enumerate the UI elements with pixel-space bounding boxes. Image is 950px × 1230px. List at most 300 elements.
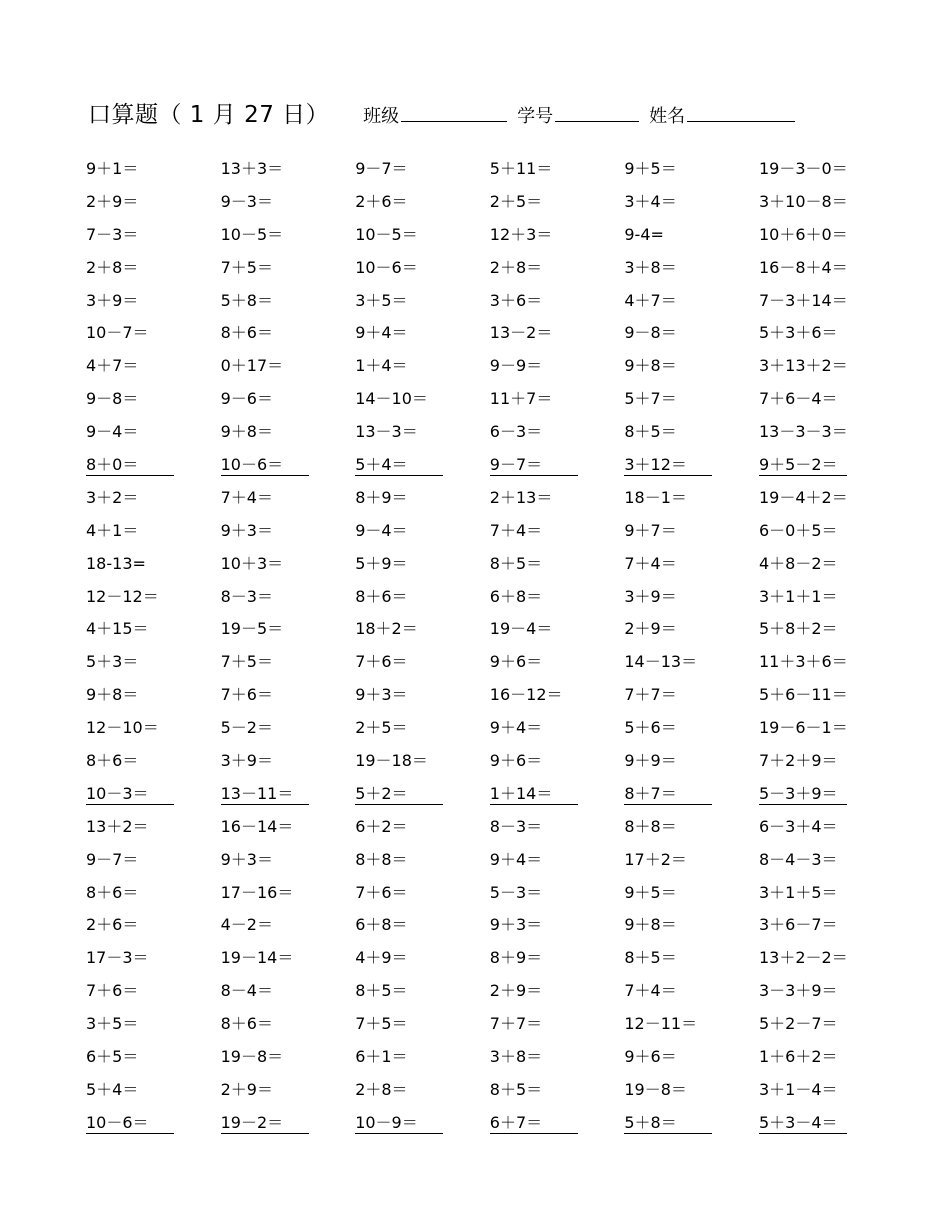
problem-text: 19－8＝ bbox=[220, 1047, 284, 1067]
problem-text: 3＋9＝ bbox=[624, 586, 677, 606]
problem-cell bbox=[490, 449, 625, 482]
problem-text: 9－6＝ bbox=[220, 389, 273, 409]
class-field bbox=[363, 102, 507, 128]
problem-text: 4＋1＝ bbox=[86, 520, 139, 540]
problem-cell bbox=[355, 778, 490, 811]
problem-cell bbox=[355, 811, 490, 844]
problem-text: 12－12＝ bbox=[86, 586, 159, 606]
problem-cell bbox=[490, 1041, 625, 1074]
problem-cell bbox=[221, 877, 356, 910]
problem-text: 7＋6＝ bbox=[220, 685, 273, 705]
problem-text: 7＋7＝ bbox=[489, 1014, 543, 1034]
problem-cell bbox=[221, 153, 356, 186]
problem-cell bbox=[355, 975, 490, 1008]
problem-cell bbox=[355, 745, 490, 778]
problem-text: 3＋8＝ bbox=[624, 257, 677, 277]
problem-cell bbox=[355, 712, 490, 745]
problem-cell bbox=[624, 613, 759, 646]
problem-text: 11＋7＝ bbox=[489, 389, 553, 409]
problem-cell bbox=[86, 1041, 221, 1074]
problem-text: 4－2＝ bbox=[220, 915, 273, 935]
problem-cell bbox=[490, 581, 625, 614]
problem-cell bbox=[86, 219, 221, 252]
problem-cell bbox=[355, 679, 490, 712]
problem-text: 6＋8＝ bbox=[489, 586, 543, 606]
problem-cell bbox=[221, 613, 356, 646]
problem-text: 13－3＝ bbox=[355, 422, 418, 442]
problem-cell bbox=[221, 975, 356, 1008]
problem-cell bbox=[86, 613, 221, 646]
problem-cell bbox=[490, 548, 625, 581]
problem-text: 6＋2＝ bbox=[355, 816, 408, 836]
problem-text: 3＋9＝ bbox=[220, 751, 273, 771]
problem-cell bbox=[759, 581, 894, 614]
problem-text: 10－6＝ bbox=[221, 456, 309, 476]
problem-cell bbox=[759, 153, 894, 186]
problem-cell bbox=[355, 646, 490, 679]
problem-cell bbox=[624, 712, 759, 745]
problem-text: 3＋8＝ bbox=[489, 1047, 543, 1067]
problem-cell bbox=[86, 482, 221, 515]
problem-text: 3＋1＋5＝ bbox=[758, 882, 838, 902]
problem-text: 2＋9＝ bbox=[489, 981, 543, 1001]
problem-cell bbox=[355, 1008, 490, 1041]
problem-cell bbox=[86, 317, 221, 350]
problem-cell bbox=[624, 383, 759, 416]
problem-cell bbox=[759, 1107, 894, 1140]
problem-cell bbox=[86, 350, 221, 383]
problem-cell bbox=[624, 877, 759, 910]
problem-text: 0＋17＝ bbox=[220, 356, 284, 376]
problem-text: 9＋9＝ bbox=[624, 751, 677, 771]
problem-cell bbox=[221, 1008, 356, 1041]
problem-text: 9＋7＝ bbox=[624, 520, 677, 540]
problem-text: 4＋7＝ bbox=[624, 290, 677, 310]
problem-text: 7＋6－4＝ bbox=[758, 389, 838, 409]
problem-cell bbox=[86, 252, 221, 285]
problem-cell bbox=[355, 877, 490, 910]
problem-text: 19－5＝ bbox=[220, 619, 284, 639]
problem-text: 1＋14＝ bbox=[490, 785, 578, 805]
problem-text: 17－3＝ bbox=[86, 948, 149, 968]
problem-cell bbox=[490, 317, 625, 350]
problem-cell bbox=[221, 252, 356, 285]
problem-text: 7＋5＝ bbox=[220, 257, 273, 277]
problem-cell bbox=[624, 252, 759, 285]
problem-text: 9＋6＝ bbox=[624, 1047, 677, 1067]
problem-cell bbox=[624, 416, 759, 449]
problem-cell bbox=[86, 153, 221, 186]
problem-text: 8＋6＝ bbox=[86, 882, 139, 902]
problem-text: 10－6＝ bbox=[86, 1114, 174, 1134]
problem-cell bbox=[355, 1074, 490, 1107]
problem-cell bbox=[221, 1107, 356, 1140]
problem-text: 3＋9＝ bbox=[86, 290, 139, 310]
problem-cell bbox=[86, 1107, 221, 1140]
problem-cell bbox=[355, 252, 490, 285]
problem-cell bbox=[759, 909, 894, 942]
problem-cell bbox=[355, 350, 490, 383]
problem-text: 6＋5＝ bbox=[86, 1047, 139, 1067]
problem-text: 7＋6＝ bbox=[355, 652, 408, 672]
problem-cell bbox=[624, 646, 759, 679]
problem-text: 2＋9＝ bbox=[220, 1079, 273, 1099]
problem-cell bbox=[624, 1074, 759, 1107]
problem-text: 6－3＝ bbox=[489, 422, 543, 442]
problem-text: 7－3＝ bbox=[86, 224, 139, 244]
problem-cell bbox=[490, 482, 625, 515]
problem-text: 8＋9＝ bbox=[355, 487, 408, 507]
problem-text: 18＋2＝ bbox=[355, 619, 418, 639]
problem-cell bbox=[86, 449, 221, 482]
problem-text: 6－0＋5＝ bbox=[758, 520, 838, 540]
problem-cell bbox=[355, 1107, 490, 1140]
problem-cell bbox=[624, 811, 759, 844]
problem-cell bbox=[490, 909, 625, 942]
problem-text: 8＋5＝ bbox=[624, 948, 677, 968]
problem-text: 5＋8＝ bbox=[624, 1114, 712, 1134]
problem-cell bbox=[86, 877, 221, 910]
problem-text: 9＋8＝ bbox=[86, 685, 139, 705]
problem-text: 3＋5＝ bbox=[355, 290, 408, 310]
problem-cell bbox=[490, 252, 625, 285]
problem-cell bbox=[86, 811, 221, 844]
problem-text: 2＋6＝ bbox=[355, 191, 408, 211]
problem-cell bbox=[759, 975, 894, 1008]
problem-cell bbox=[759, 646, 894, 679]
problem-text: 5＋9＝ bbox=[355, 553, 408, 573]
problem-text: 13－2＝ bbox=[489, 323, 553, 343]
problem-text: 10－9＝ bbox=[355, 1114, 443, 1134]
problem-cell bbox=[221, 548, 356, 581]
problem-text: 8＋6＝ bbox=[220, 323, 273, 343]
problem-text: 5－2＝ bbox=[220, 718, 273, 738]
problem-cell bbox=[624, 449, 759, 482]
problem-cell bbox=[624, 548, 759, 581]
problem-text: 8＋5＝ bbox=[624, 422, 677, 442]
problem-text: 3＋4＝ bbox=[624, 191, 677, 211]
problem-cell bbox=[759, 482, 894, 515]
problem-text: 13＋2－2＝ bbox=[758, 948, 848, 968]
problem-cell bbox=[490, 844, 625, 877]
problem-text: 2＋5＝ bbox=[355, 718, 408, 738]
problem-cell bbox=[624, 219, 759, 252]
problem-cell bbox=[221, 679, 356, 712]
problem-text: 9＋5－2＝ bbox=[759, 456, 847, 476]
problem-text: 5＋6－11＝ bbox=[758, 685, 848, 705]
problem-text: 5＋4＝ bbox=[86, 1079, 139, 1099]
problem-cell bbox=[355, 942, 490, 975]
problem-text: 7＋2＋9＝ bbox=[758, 751, 838, 771]
problem-cell bbox=[221, 1041, 356, 1074]
problem-cell bbox=[86, 383, 221, 416]
problem-cell bbox=[624, 942, 759, 975]
problem-text: 12－11＝ bbox=[624, 1014, 698, 1034]
problem-cell bbox=[355, 909, 490, 942]
problem-text: 10＋3＝ bbox=[220, 553, 284, 573]
problem-cell bbox=[759, 219, 894, 252]
problem-cell bbox=[221, 745, 356, 778]
problem-text: 18-13= bbox=[86, 553, 146, 573]
problem-text: 9＋8＝ bbox=[220, 422, 273, 442]
problem-text: 13＋3＝ bbox=[220, 159, 284, 178]
problem-cell bbox=[355, 449, 490, 482]
problem-cell bbox=[759, 186, 894, 219]
problem-text: 2＋9＝ bbox=[86, 191, 139, 211]
problem-cell bbox=[490, 285, 625, 318]
problem-text: 19－4＝ bbox=[489, 619, 553, 639]
student-number-blank[interactable] bbox=[555, 103, 639, 122]
problem-cell bbox=[490, 515, 625, 548]
problem-text: 9－4＝ bbox=[86, 422, 139, 442]
problem-cell bbox=[221, 515, 356, 548]
problem-cell bbox=[759, 383, 894, 416]
problem-text: 19－4＋2＝ bbox=[758, 487, 848, 507]
problem-cell bbox=[490, 613, 625, 646]
problem-cell bbox=[624, 350, 759, 383]
problem-text: 12－10＝ bbox=[86, 718, 159, 738]
problem-text: 9＋3＝ bbox=[355, 685, 408, 705]
problem-cell bbox=[759, 285, 894, 318]
problem-text: 9－7＝ bbox=[86, 849, 139, 869]
problem-text: 8＋5＝ bbox=[489, 1079, 543, 1099]
problem-text: 2＋8＝ bbox=[86, 257, 139, 277]
problem-text: 19－2＝ bbox=[221, 1114, 309, 1134]
problem-text: 9＋8＝ bbox=[624, 915, 677, 935]
problem-cell bbox=[86, 679, 221, 712]
problem-cell bbox=[490, 745, 625, 778]
problem-cell bbox=[86, 581, 221, 614]
problem-cell bbox=[221, 942, 356, 975]
problem-text: 6＋8＝ bbox=[355, 915, 408, 935]
problem-cell bbox=[759, 613, 894, 646]
problem-text: 8－4＝ bbox=[220, 981, 273, 1001]
problem-text: 7＋4＝ bbox=[220, 487, 273, 507]
problem-text: 7＋4＝ bbox=[489, 520, 543, 540]
problem-text: 5＋7＝ bbox=[624, 389, 677, 409]
problem-text: 8＋8＝ bbox=[355, 849, 408, 869]
problem-cell bbox=[759, 1008, 894, 1041]
problem-cell bbox=[759, 252, 894, 285]
problem-cell bbox=[759, 1074, 894, 1107]
problem-text: 8＋9＝ bbox=[489, 948, 543, 968]
problem-text: 9－3＝ bbox=[220, 191, 273, 211]
problem-text: 8＋5＝ bbox=[355, 981, 408, 1001]
problem-text: 9＋6＝ bbox=[489, 751, 543, 771]
problem-text: 5＋8＝ bbox=[220, 290, 273, 310]
problem-text: 16－12＝ bbox=[489, 685, 563, 705]
problem-cell bbox=[624, 745, 759, 778]
problem-text: 8－3＝ bbox=[220, 586, 273, 606]
problem-text: 7＋5＝ bbox=[220, 652, 273, 672]
problem-text: 17＋2＝ bbox=[624, 849, 687, 869]
problem-cell bbox=[355, 1041, 490, 1074]
problem-cell bbox=[490, 1107, 625, 1140]
problem-text: 9＋6＝ bbox=[489, 652, 543, 672]
problem-text: 3－3＋9＝ bbox=[758, 981, 838, 1001]
problem-text: 7＋4＝ bbox=[624, 553, 677, 573]
problem-cell bbox=[624, 153, 759, 186]
problem-text: 8＋8＝ bbox=[624, 816, 677, 836]
problem-cell bbox=[355, 581, 490, 614]
problem-cell bbox=[221, 219, 356, 252]
problem-cell bbox=[759, 548, 894, 581]
problem-text: 9＋5＝ bbox=[624, 882, 677, 902]
problem-cell bbox=[221, 909, 356, 942]
problem-cell bbox=[86, 186, 221, 219]
problem-text: 19－18＝ bbox=[355, 751, 428, 771]
problem-text: 17－16＝ bbox=[220, 882, 294, 902]
problem-text: 5＋3－4＝ bbox=[759, 1114, 847, 1134]
problem-text: 9＋3＝ bbox=[220, 520, 273, 540]
problem-cell bbox=[759, 515, 894, 548]
problem-text: 10－7＝ bbox=[86, 323, 149, 343]
problem-text: 9＋3＝ bbox=[220, 849, 273, 869]
problem-cell bbox=[221, 1074, 356, 1107]
problem-cell bbox=[624, 1107, 759, 1140]
problem-text: 10－6＝ bbox=[355, 257, 418, 277]
problem-cell bbox=[355, 219, 490, 252]
problem-cell bbox=[86, 1074, 221, 1107]
problem-cell bbox=[759, 877, 894, 910]
problem-cell bbox=[355, 285, 490, 318]
problem-text: 9＋1＝ bbox=[86, 159, 139, 178]
problem-text: 3＋13＋2＝ bbox=[758, 356, 848, 376]
worksheet-header bbox=[88, 96, 888, 130]
problem-text: 2＋13＝ bbox=[489, 487, 553, 507]
problem-cell bbox=[221, 285, 356, 318]
problem-text: 5－3＋9＝ bbox=[759, 785, 847, 805]
problem-text: 10＋6＋0＝ bbox=[758, 224, 848, 244]
problem-text: 14－10＝ bbox=[355, 389, 428, 409]
problem-cell bbox=[624, 679, 759, 712]
problem-text: 5＋2＝ bbox=[355, 785, 443, 805]
problem-text: 6－3＋4＝ bbox=[758, 816, 838, 836]
problem-text: 19－8＝ bbox=[624, 1079, 687, 1099]
problem-cell bbox=[490, 679, 625, 712]
problem-cell bbox=[624, 515, 759, 548]
problem-cell bbox=[490, 186, 625, 219]
problem-cell bbox=[490, 219, 625, 252]
problem-text: 5＋2－7＝ bbox=[758, 1014, 838, 1034]
problem-text: 1＋6＋2＝ bbox=[758, 1047, 838, 1067]
problem-cell bbox=[624, 581, 759, 614]
problem-cell bbox=[490, 975, 625, 1008]
problem-text: 9＋4＝ bbox=[489, 849, 543, 869]
problem-text: 8＋0＝ bbox=[86, 456, 174, 476]
problem-text: 9＋5＝ bbox=[624, 159, 677, 178]
problem-text: 19－3－0＝ bbox=[758, 159, 848, 178]
problem-text: 2＋5＝ bbox=[489, 191, 543, 211]
problem-text: 12＋3＝ bbox=[489, 224, 553, 244]
problem-cell bbox=[86, 942, 221, 975]
problem-text: 3＋6＝ bbox=[489, 290, 543, 310]
problem-text: 7＋4＝ bbox=[624, 981, 677, 1001]
problem-cell bbox=[221, 646, 356, 679]
problem-text: 1＋4＝ bbox=[355, 356, 408, 376]
problem-cell bbox=[86, 844, 221, 877]
student-number-field bbox=[517, 102, 639, 128]
problem-cell bbox=[86, 515, 221, 548]
problem-text: 13－11＝ bbox=[221, 785, 309, 805]
name-blank[interactable] bbox=[687, 103, 795, 122]
problem-cell bbox=[355, 153, 490, 186]
problem-text: 8－3＝ bbox=[489, 816, 543, 836]
page-title: 口算题（ 1 月 27 日） bbox=[88, 102, 330, 128]
problem-cell bbox=[624, 909, 759, 942]
problem-cell bbox=[221, 416, 356, 449]
problem-cell bbox=[759, 1041, 894, 1074]
problem-text: 7－3＋14＝ bbox=[758, 290, 848, 310]
problem-cell bbox=[759, 778, 894, 811]
problem-cell bbox=[759, 712, 894, 745]
problem-cell bbox=[86, 975, 221, 1008]
problem-cell bbox=[355, 317, 490, 350]
problem-text: 2＋9＝ bbox=[624, 619, 677, 639]
problem-cell bbox=[86, 285, 221, 318]
problem-cell bbox=[355, 844, 490, 877]
problem-cell bbox=[759, 416, 894, 449]
problem-text: 14－13＝ bbox=[624, 652, 698, 672]
problem-cell bbox=[624, 285, 759, 318]
problem-cell bbox=[86, 778, 221, 811]
student-number-label: 学号 bbox=[517, 106, 554, 127]
problem-cell bbox=[221, 811, 356, 844]
name-label: 姓名 bbox=[649, 106, 686, 127]
problem-cell bbox=[759, 317, 894, 350]
problem-cell bbox=[759, 679, 894, 712]
problem-text: 2＋8＝ bbox=[489, 257, 543, 277]
problem-text: 8＋7＝ bbox=[624, 785, 712, 805]
problem-cell bbox=[221, 449, 356, 482]
problem-cell bbox=[490, 416, 625, 449]
problem-text: 9＋4＝ bbox=[489, 718, 543, 738]
problem-text: 9－7＝ bbox=[355, 159, 408, 178]
problem-text: 16－14＝ bbox=[220, 816, 294, 836]
problem-text: 3＋10－8＝ bbox=[758, 191, 848, 211]
problem-text: 5＋3＋6＝ bbox=[758, 323, 838, 343]
problem-cell bbox=[221, 581, 356, 614]
problem-text: 10－5＝ bbox=[220, 224, 284, 244]
problem-text: 8＋6＝ bbox=[355, 586, 408, 606]
problem-text: 7＋6＝ bbox=[355, 882, 408, 902]
problem-cell bbox=[490, 646, 625, 679]
problem-text: 8＋6＝ bbox=[86, 751, 139, 771]
problem-text: 7＋6＝ bbox=[86, 981, 139, 1001]
problem-text: 3＋2＝ bbox=[86, 487, 139, 507]
problem-grid bbox=[86, 153, 894, 1140]
problem-cell bbox=[86, 646, 221, 679]
problem-cell bbox=[86, 712, 221, 745]
problem-cell bbox=[86, 1008, 221, 1041]
problem-text: 11＋3＋6＝ bbox=[758, 652, 848, 672]
problem-cell bbox=[221, 482, 356, 515]
problem-cell bbox=[759, 350, 894, 383]
problem-cell bbox=[624, 317, 759, 350]
problem-cell bbox=[759, 844, 894, 877]
problem-text: 4＋8－2＝ bbox=[758, 553, 838, 573]
problem-cell bbox=[221, 350, 356, 383]
problem-text: 8＋5＝ bbox=[489, 553, 543, 573]
problem-cell bbox=[624, 482, 759, 515]
problem-cell bbox=[624, 186, 759, 219]
class-blank[interactable] bbox=[401, 103, 507, 122]
problem-text: 9－8＝ bbox=[624, 323, 677, 343]
problem-text: 3＋12＝ bbox=[624, 456, 712, 476]
problem-cell bbox=[221, 317, 356, 350]
problem-text: 4＋9＝ bbox=[355, 948, 408, 968]
problem-text: 5＋4＝ bbox=[355, 456, 443, 476]
